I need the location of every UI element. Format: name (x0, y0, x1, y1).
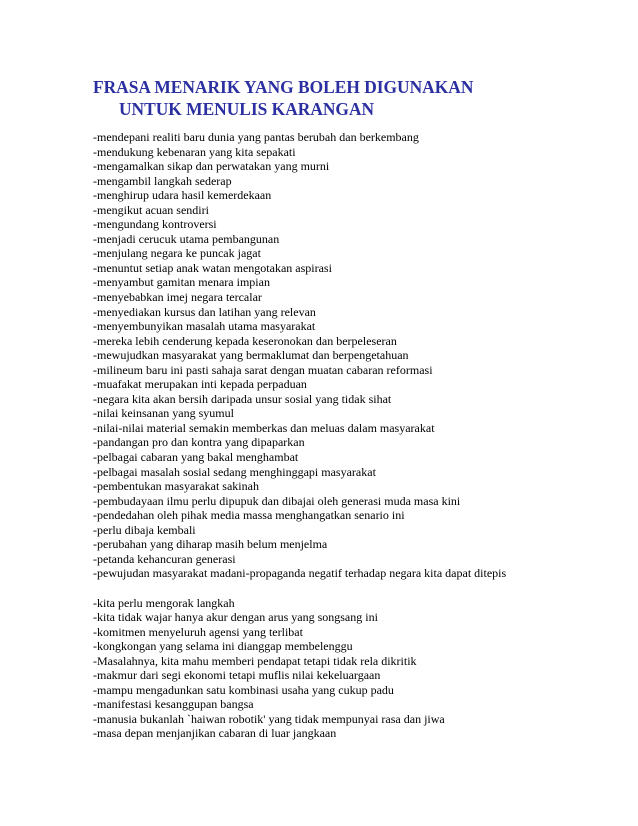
phrase-item: -pendedahan oleh pihak media massa menghangatkan senario ini (93, 508, 405, 523)
phrase-group (93, 130, 623, 581)
phrase-item: -pandangan pro dan kontra yang dipaparkan (93, 435, 305, 450)
phrase-item: -pewujudan masyarakat madani-propaganda negatif terhadap negara kita dapat ditepis (93, 566, 507, 581)
phrase-item: -pembudayaan ilmu perlu dipupuk dan dibajai oleh generasi muda masa kini (93, 493, 461, 508)
phrase-item: -masa depan menjanjikan cabaran di luar jangkaan (93, 726, 337, 741)
phrase-item: -nilai-nilai material semakin memberkas dan meluas dalam masyarakat (93, 420, 435, 435)
phrase-item: -Masalahnya, kita mahu memberi pendapat tetapi tidak rela dikritik (93, 653, 417, 668)
phrase-item: -manusia bukanlah `haiwan robotik' yang tidak mempunyai rasa dan jiwa (93, 711, 445, 726)
phrase-item: -kita tidak wajar hanya akur dengan arus yang songsang ini (93, 610, 378, 625)
phrase-item: -kongkongan yang selama ini dianggap membelenggu (93, 639, 353, 654)
phrase-item: -menjulang negara ke puncak jagat (93, 246, 261, 261)
phrase-item: -manifestasi kesanggupan bangsa (93, 697, 254, 712)
phrase-item: -muafakat merupakan inti kepada perpaduan (93, 377, 307, 392)
phrase-item: -menghirup udara hasil kemerdekaan (93, 188, 272, 203)
phrase-item: -mendukung kebenaran yang kita sepakati (93, 144, 296, 159)
phrase-item: -petanda kehancuran generasi (93, 551, 236, 566)
phrase-item: -pelbagai masalah sosial sedang menghinggapi masyarakat (93, 464, 376, 479)
phrase-item: -mampu mengadunkan satu kombinasi usaha yang cukup padu (93, 682, 394, 697)
phrase-item: -menuntut setiap anak watan mengotakan aspirasi (93, 260, 332, 275)
phrase-item: -perubahan yang diharap masih belum menjelma (93, 537, 328, 552)
phrase-item: -nilai keinsanan yang syumul (93, 406, 234, 421)
phrase-item: -mengambil langkah sederap (93, 173, 232, 188)
document-title (93, 76, 553, 120)
phrase-item: -kita perlu mengorak langkah (93, 595, 235, 610)
phrase-item: -menyediakan kursus dan latihan yang relevan (93, 304, 316, 319)
phrase-item: -milineum baru ini pasti sahaja sarat dengan muatan cabaran reformasi (93, 362, 433, 377)
phrase-item: -mengamalkan sikap dan perwatakan yang murni (93, 159, 330, 174)
phrase-item: -menyebabkan imej negara tercalar (93, 290, 262, 305)
phrase-item: -mengikut acuan sendiri (93, 202, 209, 217)
phrase-item: -makmur dari segi ekonomi tetapi muflis nilai kekeluargaan (93, 668, 381, 683)
phrase-item: -mengundang kontroversi (93, 217, 217, 232)
phrase-item: -menyembunyikan masalah utama masyarakat (93, 319, 316, 334)
title-line-1: FRASA MENARIK YANG BOLEH DIGUNAKAN (93, 77, 474, 97)
phrase-item: -menjadi cerucuk utama pembangunan (93, 231, 280, 246)
phrase-item: -mewujudkan masyarakat yang bermaklumat dan berpengetahuan (93, 348, 409, 363)
phrase-item: -menyambut gamitan menara impian (93, 275, 270, 290)
phrase-item: -pembentukan masyarakat sakinah (93, 479, 259, 494)
phrase-list (93, 130, 623, 741)
phrase-item: -pelbagai cabaran yang bakal menghambat (93, 450, 299, 465)
phrase-item: -perlu dibaja kembali (93, 522, 196, 537)
phrase-item: -komitmen menyeluruh agensi yang terlibat (93, 624, 303, 639)
phrase-item: -mereka lebih cenderung kepada keseronokan dan berpeleseran (93, 333, 397, 348)
phrase-group (93, 596, 623, 741)
title-line-2: UNTUK MENULIS KARANGAN (119, 99, 375, 119)
phrase-item: -negara kita akan bersih daripada unsur sosial yang tidak sihat (93, 391, 392, 406)
phrase-item: -mendepani realiti baru dunia yang pantas berubah dan berkembang (93, 130, 419, 144)
